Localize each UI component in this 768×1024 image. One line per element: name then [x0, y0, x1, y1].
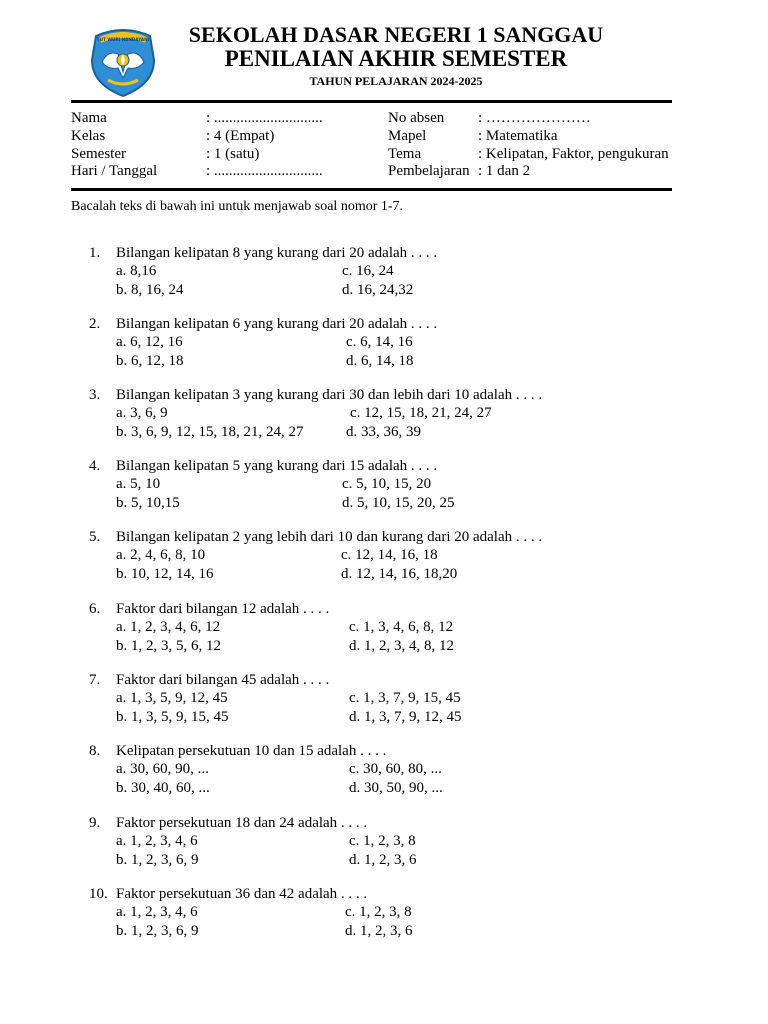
info-label-no-absen: No absen [388, 110, 445, 126]
instruction-text: Bacalah teks di bawah ini untuk menjawab soal nomor 1-7. [71, 199, 404, 214]
info-label-semester: Semester [71, 146, 126, 162]
question-number: 10. [89, 886, 108, 902]
option-c: c. 1, 2, 3, 8 [345, 904, 412, 920]
option-b: b. 8, 16, 24 [116, 282, 184, 298]
option-d: d. 16, 24,32 [342, 282, 414, 298]
question-number: 9. [89, 815, 101, 831]
question-number: 8. [89, 743, 101, 759]
option-d: d. 1, 2, 3, 6 [349, 852, 417, 868]
option-b: b. 1, 3, 5, 9, 15, 45 [116, 709, 229, 725]
option-b: b. 6, 12, 18 [116, 353, 184, 369]
info-value-nama: : ............................. [206, 110, 323, 126]
question-text: Faktor persekutuan 36 dan 42 adalah . . . . [116, 886, 368, 902]
option-a: a. 1, 2, 3, 4, 6 [116, 904, 198, 920]
question-text: Faktor dari bilangan 45 adalah . . . . [116, 672, 330, 688]
option-c: c. 30, 60, 80, ... [349, 761, 442, 777]
exam-title: PENILAIAN AKHIR SEMESTER [224, 46, 568, 71]
option-d: d. 30, 50, 90, ... [349, 780, 443, 796]
question-number: 5. [89, 529, 101, 545]
option-a: a. 6, 12, 16 [116, 334, 183, 350]
question-text: Bilangan kelipatan 2 yang lebih dari 10 dan kurang dari 20 adalah . . . . [116, 529, 543, 545]
question-number: 1. [89, 245, 101, 261]
option-a: a. 3, 6, 9 [116, 405, 168, 421]
option-b: b. 1, 2, 3, 6, 9 [116, 852, 199, 868]
question-text: Kelipatan persekutuan 10 dan 15 adalah . . . . [116, 743, 387, 759]
question-text: Bilangan kelipatan 3 yang kurang dari 30 dan lebih dari 10 adalah . . . . [116, 387, 543, 403]
academic-year: TAHUN PELAJARAN 2024-2025 [309, 74, 483, 88]
info-value-no-absen: : ………………… [478, 110, 591, 126]
header-divider-bottom [71, 188, 672, 191]
question-number: 6. [89, 601, 101, 617]
info-value-kelas: : 4 (Empat) [206, 128, 275, 144]
info-label-hari-tanggal: Hari / Tanggal [71, 163, 158, 179]
info-label-nama: Nama [71, 110, 107, 126]
option-b: b. 30, 40, 60, ... [116, 780, 210, 796]
question-number: 2. [89, 316, 101, 332]
option-c: c. 1, 3, 4, 6, 8, 12 [349, 619, 454, 635]
info-label-pembelajaran: Pembelajaran [388, 163, 470, 179]
option-d: d. 33, 36, 39 [346, 424, 421, 440]
option-b: b. 1, 2, 3, 5, 6, 12 [116, 638, 221, 654]
option-a: a. 5, 10 [116, 476, 161, 492]
option-d: d. 5, 10, 15, 20, 25 [342, 495, 455, 511]
header-divider-top [71, 100, 672, 103]
info-value-pembelajaran: : 1 dan 2 [478, 163, 531, 179]
logo-text: TUT WURI HANDAYANI [96, 37, 150, 42]
option-a: a. 1, 2, 3, 4, 6, 12 [116, 619, 221, 635]
info-label-kelas: Kelas [71, 128, 106, 144]
question-number: 3. [89, 387, 101, 403]
option-a: a. 30, 60, 90, ... [116, 761, 209, 777]
info-value-hari-tanggal: : ............................. [206, 163, 323, 179]
option-d: d. 1, 2, 3, 4, 8, 12 [349, 638, 454, 654]
info-value-tema: : Kelipatan, Faktor, pengukuran [478, 146, 669, 162]
question-text: Faktor persekutuan 18 dan 24 adalah . . . . [116, 815, 368, 831]
question-number: 4. [89, 458, 101, 474]
option-c: c. 1, 3, 7, 9, 15, 45 [349, 690, 461, 706]
option-c: c. 12, 15, 18, 21, 24, 27 [350, 405, 492, 421]
school-name: SEKOLAH DASAR NEGERI 1 SANGGAU [188, 22, 604, 47]
question-text: Bilangan kelipatan 5 yang kurang dari 15 adalah . . . . [116, 458, 438, 474]
option-d: d. 6, 14, 18 [346, 353, 414, 369]
option-d: d. 12, 14, 16, 18,20 [341, 566, 458, 582]
option-a: a. 1, 2, 3, 4, 6 [116, 833, 198, 849]
option-b: b. 1, 2, 3, 6, 9 [116, 923, 199, 939]
option-d: d. 1, 2, 3, 6 [345, 923, 413, 939]
option-a: a. 8,16 [116, 263, 157, 279]
question-text: Bilangan kelipatan 8 yang kurang dari 20 adalah . . . . [116, 245, 438, 261]
option-a: a. 1, 3, 5, 9, 12, 45 [116, 690, 228, 706]
info-value-semester: : 1 (satu) [206, 146, 260, 162]
question-text: Faktor dari bilangan 12 adalah . . . . [116, 601, 330, 617]
info-value-mapel: : Matematika [478, 128, 558, 144]
option-c: c. 5, 10, 15, 20 [342, 476, 432, 492]
option-c: c. 16, 24 [342, 263, 394, 279]
question-number: 7. [89, 672, 101, 688]
question-text: Bilangan kelipatan 6 yang kurang dari 20 adalah . . . . [116, 316, 438, 332]
option-c: c. 1, 2, 3, 8 [349, 833, 416, 849]
option-b: b. 5, 10,15 [116, 495, 180, 511]
info-label-tema: Tema [388, 146, 422, 162]
info-label-mapel: Mapel [388, 128, 427, 144]
option-d: d. 1, 3, 7, 9, 12, 45 [349, 709, 462, 725]
option-b: b. 3, 6, 9, 12, 15, 18, 21, 24, 27 [116, 424, 304, 440]
option-b: b. 10, 12, 14, 16 [116, 566, 214, 582]
option-c: c. 12, 14, 16, 18 [341, 547, 438, 563]
option-c: c. 6, 14, 16 [346, 334, 413, 350]
option-a: a. 2, 4, 6, 8, 10 [116, 547, 206, 563]
